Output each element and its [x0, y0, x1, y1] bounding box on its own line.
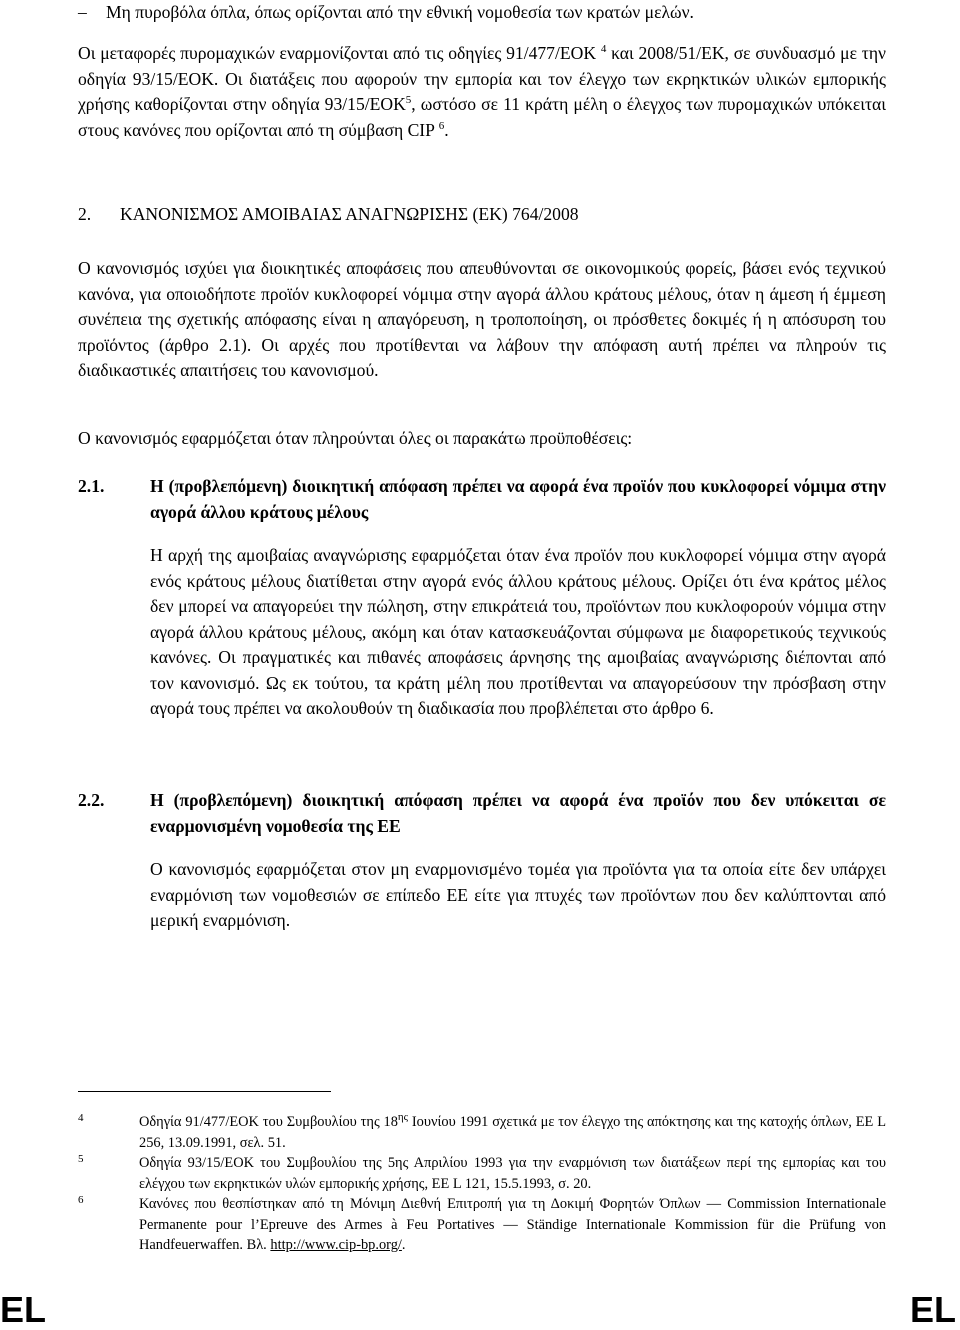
footnote-4-text-a: Οδηγία 91/477/ΕΟΚ του Συμβουλίου της 18: [139, 1114, 398, 1130]
footnote-6-text: Κανόνες που θεσπίστηκαν από τη Μόνιμη Διεθνή Επιτροπή για τη Δοκιμή Φορητών Όπλων — Commission Internationale Permanente pour l’Epreuve des Armes à Feu Portatives — Ständige Internationale Kommission für die Prüfung von Handfeuerwaffen. Βλ.: [139, 1196, 886, 1253]
section-title: ΚΑΝΟΝΙΣΜΟΣ ΑΜΟΙΒΑΙΑΣ ΑΝΑΓΝΩΡΙΣΗΣ (ΕΚ) 764/2008: [120, 204, 579, 224]
footnote-4-sup: ης: [397, 1111, 409, 1124]
subsection-number-2-1: 2.1.: [78, 476, 105, 496]
subsection-body-2-1: Η αρχή της αμοιβαίας αναγνώρισης εφαρμόζεται όταν ένα προϊόν που κυκλοφορεί νόμιμα στην αγορά ενός κράτους μέλους διατίθεται στην αγορά ενός άλλου κράτους μέλους. Ορίζει ότι ένα κράτος μέλος δεν μπορεί να απαγορεύει την πώληση, στην επικράτειά του, προϊόντων που κυκλοφορούν νόμιμα στην αγορά άλλου κράτους μέλους, ακόμη και όταν κατασκευάζονται σύμφωνα με διαφορετικούς τεχνικούς κανόνες. Οι πραγματικές και πιθανές αποφάσεις άρνησης της αμοιβαίας αναγνώρισης διέπονται από τον κανονισμό. Ως εκ τούτου, τα κράτη μέλη που προτίθενται να απαγορεύσουν την πρόσβαση στην αγορά τους πρέπει να ακολουθούν τη διαδικασία που προβλέπεται στο άρθρο 6.: [150, 545, 886, 718]
intro-text-3: , ωστόσο σε 11 κράτη μέλη ο έλεγχος των πυρομαχικών υπόκειται στους κανόνες που ορίζονται από τη σύμβαση CIP: [78, 94, 887, 140]
footnote-number-5: 5: [78, 1153, 84, 1165]
language-mark-right: EL: [909, 1289, 956, 1330]
subsection-number-2-2: 2.2.: [78, 790, 105, 810]
footnote-6-tail: .: [401, 1237, 406, 1253]
footnote-number-6: 6: [78, 1194, 84, 1206]
section-heading: [78, 202, 579, 227]
footnote-5: Οδηγία 93/15/ΕΟΚ του Συμβουλίου της 5ης Απριλίου 1993 για την εναρμόνιση των διατάξεων περί της εμπορίας και του ελέγχου των εκρηκτικών υλών εμπορικής χρήσης, ΕΕ L 121, 15.5.1993, σ. 20.: [139, 1155, 886, 1192]
cip-link[interactable]: http://www.cip-bp.org/: [270, 1237, 402, 1253]
footnote-4: [139, 1112, 886, 1153]
bullet-text: Μη πυροβόλα όπλα, όπως ορίζονται από την εθνική νομοθεσία των κρατών μελών.: [106, 2, 694, 22]
footnote-ref-6[interactable]: 6: [438, 119, 445, 132]
footnote-ref-4[interactable]: 4: [600, 43, 607, 56]
subsection-body-2-2: Ο κανονισμός εφαρμόζεται στον μη εναρμονισμένο τομέα για προϊόντα για τα οποία είτε δεν υπάρχει εναρμόνιση των νομοθεσιών σε επίπεδο ΕΕ είτε για πτυχές των προϊόντων που δεν καλύπτονται από μερική εναρμόνιση.: [150, 859, 886, 930]
bullet-dash: –: [78, 2, 87, 22]
section-paragraph-2: Ο κανονισμός εφαρμόζεται όταν πληρούνται όλες οι παρακάτω προϋποθέσεις:: [78, 428, 633, 448]
intro-paragraph: [78, 41, 886, 143]
intro-text-2: και 2008/51/ΕΚ, σε συνδυασμό με την οδηγία 93/15/ΕΟΚ. Οι διατάξεις που αφορούν την εμπορία και τον έλεγχο των εκρηκτικών υλικών εμπορικής χρήσης καθορίζονται στην οδηγία 93/15/ΕΟΚ: [78, 43, 886, 114]
intro-text-4: .: [444, 119, 449, 140]
section-paragraph-1: Ο κανονισμός ισχύει για διοικητικές αποφάσεις που απευθύνονται σε οικονομικούς φορείς, βάσει ενός τεχνικού κανόνα, για οποιοδήποτε προϊόν κυκλοφορεί νόμιμα στην αγορά άλλου κράτους μέλους, όταν η άμεση ή έμμεση συνέπεια της σχετικής απόφασης είναι η απαγόρευση, η τροποποίηση, οι πρόσθετες δοκιμές ή η απόσυρση του προϊόντος (άρθρο 2.1). Οι αρχές που προτίθενται να λάβουν την απόφαση αυτή πρέπει να πληρούν τις διαδικαστικές απαιτήσεις του κανονισμού.: [78, 258, 886, 380]
section-number: 2.: [78, 204, 92, 224]
footnote-separator: [78, 1091, 331, 1092]
footnote-ref-5[interactable]: 5: [405, 94, 412, 107]
subsection-heading-2-2: Η (προβλεπόμενη) διοικητική απόφαση πρέπει να αφορά ένα προϊόν που δεν υπόκειται σε εναρμονισμένη νομοθεσία της ΕΕ: [150, 790, 886, 836]
intro-text-1: Οι μεταφορές πυρομαχικών εναρμονίζονται από τις οδηγίες 91/477/ΕΟΚ: [78, 43, 597, 63]
subsection-heading-2-1: Η (προβλεπόμενη) διοικητική απόφαση πρέπει να αφορά ένα προϊόν που κυκλοφορεί νόμιμα στην αγορά άλλου κράτους μέλους: [150, 476, 886, 522]
footnote-4-text-b: Ιουνίου 1991 σχετικά με τον έλεγχο της απόκτησης και της κατοχής όπλων, ΕΕ L 256, 13.09.1991, σελ. 51.: [139, 1114, 886, 1151]
footnote-6: [139, 1194, 886, 1256]
language-mark-left: EL: [0, 1289, 47, 1330]
bullet-item: [78, 0, 694, 26]
footnote-number-4: 4: [78, 1112, 84, 1124]
